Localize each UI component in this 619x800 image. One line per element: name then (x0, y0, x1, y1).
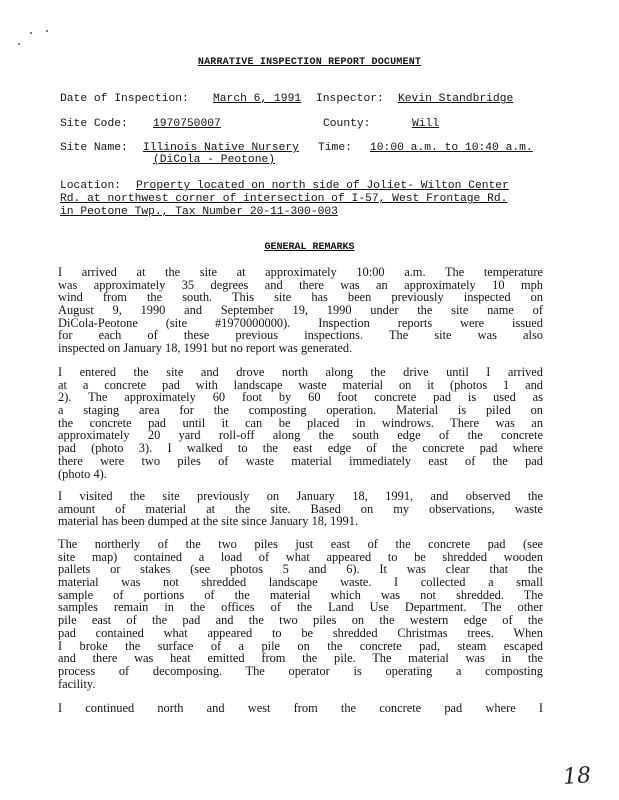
text-line: amount of material at the site. Based on my observations, waste (58, 501, 543, 516)
scan-speck (30, 32, 32, 34)
text-line: DiCola-Peotone (site #1970000000). Inspection reports were issued (58, 315, 543, 330)
text-line: I broke the surface of a pile on the concrete pad, steam escaped (58, 638, 543, 653)
text-line: I continued north and west from the concrete pad where I (58, 701, 543, 715)
text-line: pile east of the pad and the two piles on the western edge of the (58, 613, 543, 628)
text-line: material has been dumped at the site since January 18, 1991. (58, 514, 359, 529)
remarks-paragraph (58, 702, 543, 715)
location-label: Location: (60, 180, 122, 192)
text-line: pallets or stakes (see photos 5 and 6). It was clear that the (58, 562, 543, 577)
site-name-label: Site Name: (60, 142, 128, 154)
text-line: site map) contained a load of what appeared to be shredded wooden (58, 549, 543, 564)
text-line: was approximately 35 degrees and there was an approximately 10 mph (58, 277, 543, 292)
location-line: in Peotone Twp., Tax Number 20-11-300-003 (60, 206, 338, 218)
text-line: I arrived at the site at approximately 10:00 a.m. The temperature (58, 265, 543, 279)
time-label: Time: (318, 142, 352, 154)
text-line: process of decomposing. The operator is operating a composting (58, 663, 543, 678)
text-line: sample of portions of the material which was not shredded. The (58, 587, 543, 602)
county-label: County: (323, 118, 371, 130)
text-line: I visited the site previously on January 18, 1991, and observed the (58, 489, 543, 503)
text-line: samples remain in the offices of the Land Use Department. The other (58, 600, 543, 615)
site-code-label: Site Code: (60, 118, 128, 130)
location-line: Rd. at northwest corner of intersection of I-57, West Frontage Rd. (60, 193, 508, 205)
text-line: August 9, 1990 and September 19, 1990 under the site name of (58, 303, 543, 318)
text-line: there were two piles of waste material immediately east of the pad (58, 453, 543, 468)
scan-speck (46, 30, 48, 32)
site-name-value-alt: (DiCola - Peotone) (153, 154, 276, 166)
section-heading: GENERAL REMARKS (264, 242, 355, 253)
remarks-paragraph (58, 538, 543, 690)
text-line: pad contained what appeared to be shredded Christmas trees. When (58, 625, 543, 640)
location-line: Property located on north side of Joliet- Wilton Center (136, 180, 509, 192)
text-line: and there was heat emitted from the pile. The material was in the (58, 651, 543, 666)
remarks-paragraph (58, 266, 543, 355)
date-label: Date of Inspection: (60, 93, 189, 105)
site-name-value: Illinois Native Nursery (143, 142, 299, 154)
date-value: March 6, 1991 (213, 93, 302, 105)
text-line: facility. (58, 676, 96, 691)
text-line: the concrete pad until it can be placed in windrows. There was an (58, 415, 543, 430)
county-value: Will (412, 118, 440, 130)
remarks-paragraph (58, 490, 543, 528)
text-line: The northerly of the two piles just east of the concrete pad (see (58, 537, 543, 551)
text-line: (photo 4). (58, 466, 107, 481)
remarks-paragraph (58, 366, 543, 480)
text-line: a staging area for the composting operation. Material is piled on (58, 403, 543, 418)
site-code-value: 1970750007 (153, 118, 221, 130)
text-line: wind from the south. This site has been previously inspected on (58, 290, 543, 305)
scan-speck (18, 43, 20, 45)
page-title: NARRATIVE INSPECTION REPORT DOCUMENT (197, 57, 422, 68)
text-line: I entered the site and drove north along the drive until I arrived (58, 365, 543, 379)
text-line: for each of these previous inspections. The site was also (58, 328, 543, 343)
text-line: pad (photo 3). I walked to the east edge of the concrete pad where (58, 441, 543, 456)
text-line: inspected on January 18, 1991 but no report was generated. (58, 341, 353, 356)
page-number: 18 (562, 763, 592, 790)
text-line: 2). The approximately 60 foot by 60 foot concrete pad is used as (58, 390, 543, 405)
time-value: 10:00 a.m. to 10:40 a.m. (370, 142, 533, 154)
inspector-value: Kevin Standbridge (398, 93, 514, 105)
text-line: approximately 20 yard roll-off along the south edge of the concrete (58, 428, 543, 443)
text-line: at a concrete pad with landscape waste material on it (photos 1 and (58, 377, 543, 392)
text-line: material was not shredded landscape waste. I collected a small (58, 575, 543, 590)
inspector-label: Inspector: (316, 93, 384, 105)
